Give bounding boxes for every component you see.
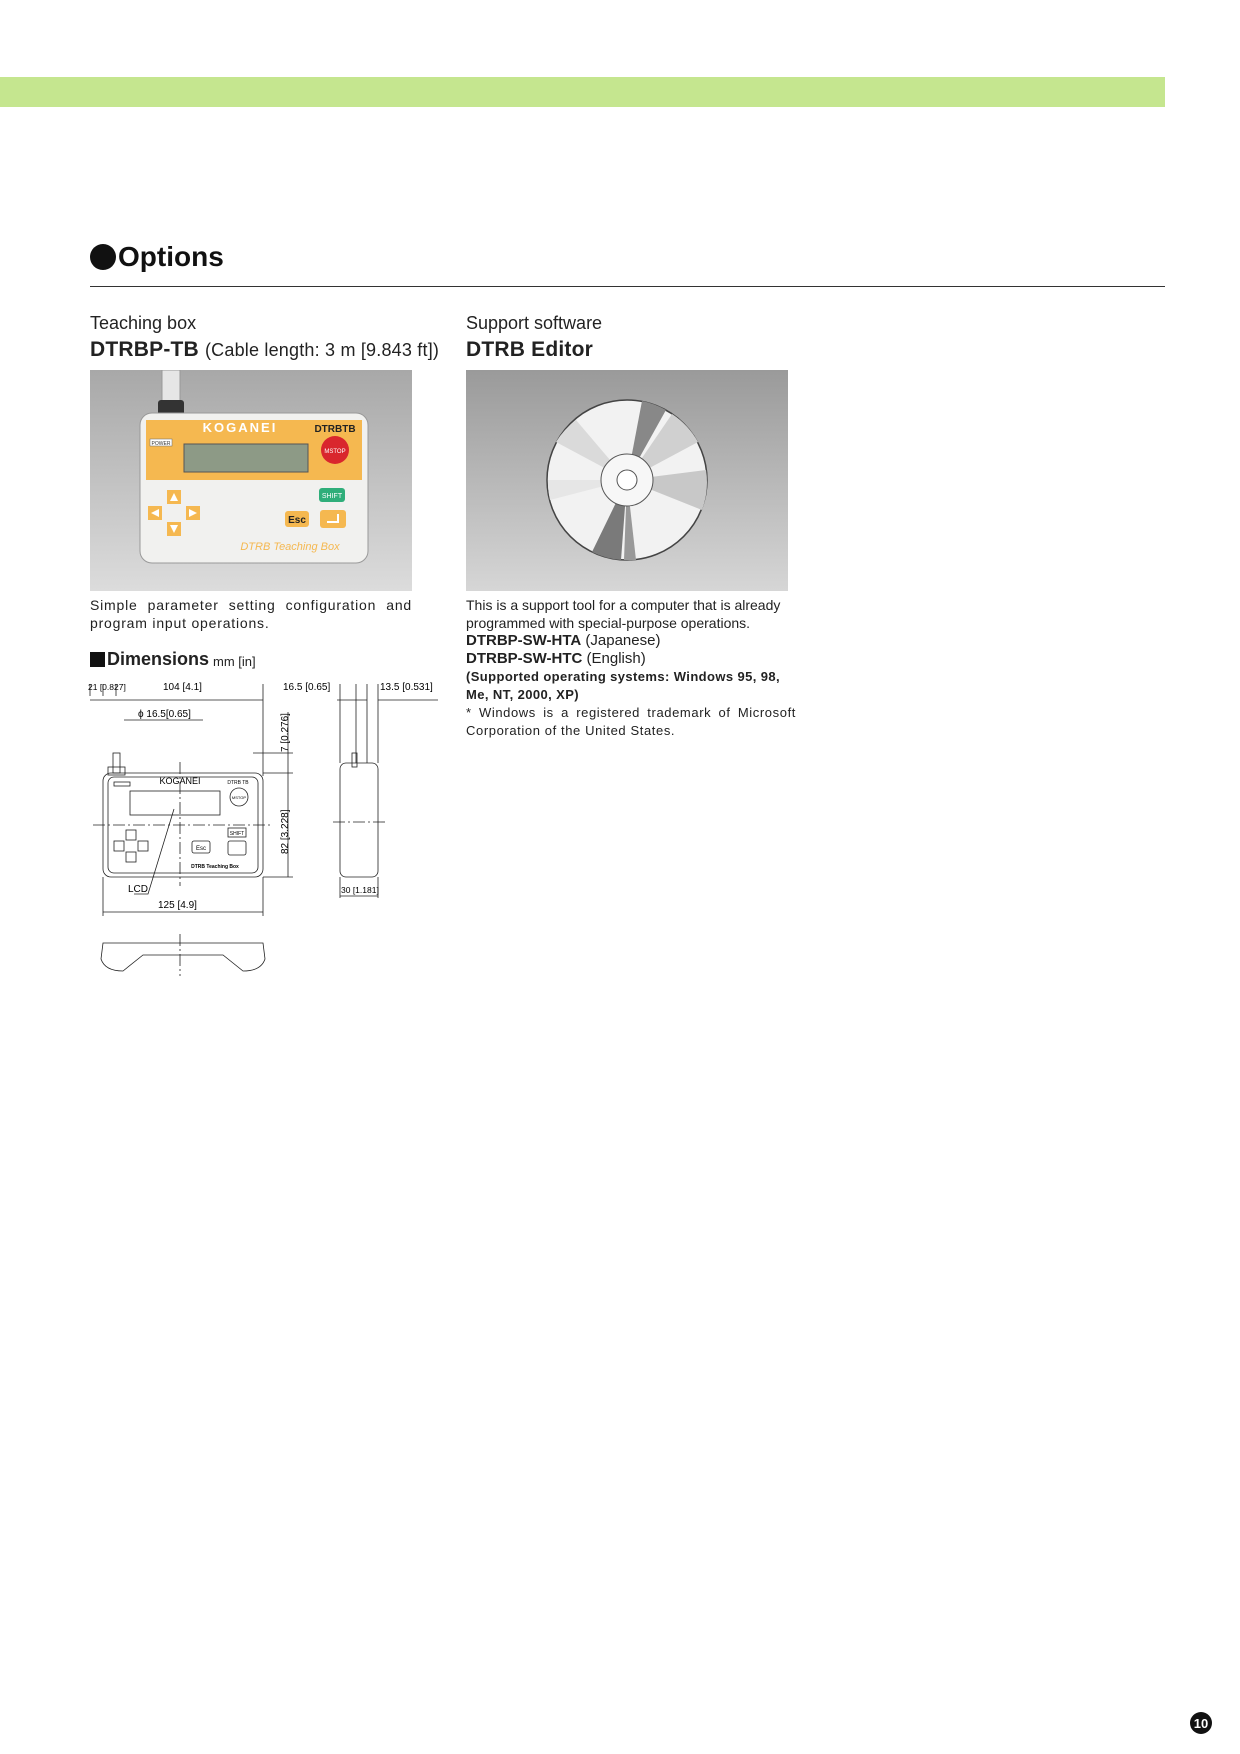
cd-disc-icon: [466, 370, 788, 591]
dimensions-unit: mm [in]: [213, 653, 256, 669]
dimension-drawing: [88, 676, 458, 1001]
dim-16-5-label: 16.5 [0.65]: [283, 682, 331, 693]
teaching-box-category: Teaching box: [90, 313, 197, 333]
header-band: [0, 77, 1165, 107]
power-label: POWER: [151, 441, 171, 447]
device-brand-text: KOGANEI: [202, 420, 278, 435]
device-model-text: DTRBTB: [314, 424, 356, 435]
teaching-box-model-code: DTRBP-TB: [90, 338, 199, 361]
drawing-model-text: DTRB TB: [227, 780, 249, 786]
software-version-hta: [466, 632, 660, 650]
drawing-brand-text: KOGANEI: [159, 776, 201, 786]
trademark-footnote: * Windows is a registered trademark of Microsoft Corporation of the United States.: [466, 705, 796, 738]
dimension-drawing-svg: [88, 676, 458, 1001]
dim-125-label: 125 [4.9]: [158, 900, 197, 911]
dim-7-label: 7 [0.276]: [280, 713, 291, 752]
drawing-mstop-text: MSTOP: [231, 795, 247, 800]
section-rule: [90, 286, 1165, 287]
dim-21-label: 21 [0.827]: [88, 682, 126, 692]
page-number: 10: [1190, 1712, 1212, 1734]
section-title: [90, 241, 224, 273]
dim-phi-label: ϕ 16.5[0.65]: [138, 709, 191, 720]
software-model: DTRB Editor: [466, 338, 594, 361]
bullet-square-icon: [90, 652, 105, 667]
mstop-label: MSTOP: [324, 449, 346, 455]
dim-30-label: 30 [1.181]: [341, 885, 379, 895]
cable-length-note: (Cable length: 3 m [9.843 ft]): [204, 340, 440, 360]
version-htc-code: DTRBP-SW-HTC: [466, 650, 583, 667]
software-cd-photo: [466, 370, 788, 591]
dim-104-label: 104 [4.1]: [163, 682, 202, 693]
bullet-dot-icon: [90, 244, 116, 270]
version-hta-lang: (Japanese): [585, 632, 661, 649]
version-hta-code: DTRBP-SW-HTA: [466, 632, 582, 649]
software-version-htc: [466, 650, 646, 668]
version-htc-lang: (English): [586, 650, 646, 667]
device-footer-text: DTRB Teaching Box: [240, 541, 340, 553]
dim-13-5-label: 13.5 [0.531]: [380, 682, 433, 693]
lcd-label: LCD: [128, 884, 149, 895]
dimensions-title: [90, 649, 256, 670]
dimensions-title-text: Dimensions: [107, 649, 210, 669]
teaching-box-photo: [90, 370, 412, 591]
teaching-box-illustration: [90, 370, 412, 591]
teaching-box-description: Simple parameter setting configuration and program input operations.: [90, 597, 412, 631]
drawing-footer-text: DTRB Teaching Box: [191, 864, 239, 870]
teaching-box-model: [90, 338, 439, 362]
dim-82-label: 82 [3.228]: [280, 809, 291, 854]
software-description: This is a support tool for a computer that is already programmed with special-purpose operations.: [466, 597, 781, 631]
software-category: Support software: [466, 313, 603, 333]
supported-os-note: (Supported operating systems: Windows 95, 98, Me, NT, 2000, XP): [466, 669, 781, 702]
drawing-shift-text: SHIFT: [229, 831, 245, 837]
shift-label: SHIFT: [321, 493, 343, 500]
drawing-esc-text: Esc: [195, 846, 207, 852]
section-title-text: Options: [118, 241, 224, 272]
esc-label: Esc: [288, 515, 306, 526]
